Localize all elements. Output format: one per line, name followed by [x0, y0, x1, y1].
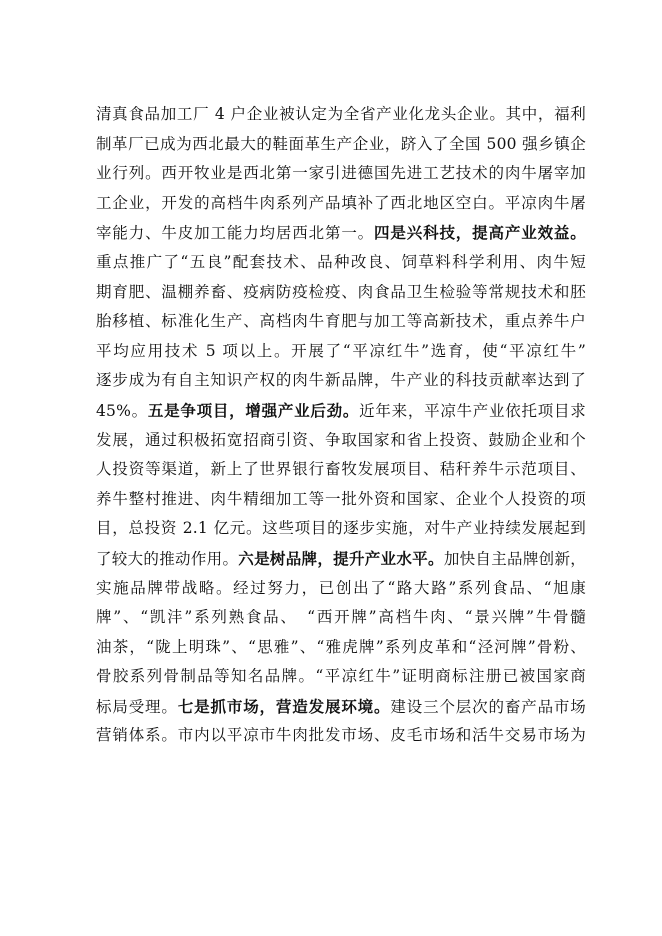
text-segment: 胎移植、标准化生产、高档肉牛育肥与加工等高新技术，重点养牛户 — [96, 312, 586, 331]
text-line — [96, 366, 586, 396]
text-segment: 实施品牌带战略。经过努力，已创出了“路大路”系列食品、“旭康 — [96, 578, 586, 597]
text-segment: 重点推广了“五良”配套技术、品种改良、饲草料科学利用、肉牛短 — [96, 252, 586, 271]
text-line — [96, 692, 586, 722]
text-segment: 45%。 — [96, 401, 148, 420]
text-segment: 宰能力、牛皮加工能力均居西北第一。 — [96, 224, 375, 243]
text-line — [96, 218, 586, 248]
text-segment: 加快自主品牌创新， — [443, 549, 586, 568]
text-line — [96, 100, 586, 130]
text-line — [96, 485, 586, 515]
text-segment: 期育肥、温棚养畜、疫病防疫检疫、肉食品卫生检验等常规技术和胚 — [96, 282, 586, 301]
text-line — [96, 159, 586, 189]
text-segment: 营销体系。市内以平凉市牛肉批发市场、皮毛市场和活牛交易市场为 — [96, 726, 586, 745]
text-segment: 平均应用技术 5 项以上。开展了“平凉红牛”选育，使“平凉红牛” — [96, 341, 586, 360]
text-segment: 牌”、“凯沣”系列熟食品、 “西开牌”高档牛肉、“景兴牌”牛骨髓 — [96, 608, 586, 627]
text-line — [96, 278, 586, 308]
text-line — [96, 307, 586, 337]
text-line — [96, 633, 586, 663]
text-line — [96, 248, 586, 278]
text-segment: 业行列。西开牧业是西北第一家引进德国先进工艺技术的肉牛屠宰加 — [96, 164, 586, 183]
text-line — [96, 514, 586, 544]
text-segment: 了较大的推动作用。 — [96, 549, 239, 568]
text-segment: 制革厂已成为西北最大的鞋面革生产企业，跻入了全国 500 强乡镇企 — [96, 134, 586, 153]
text-line — [96, 426, 586, 456]
text-line — [96, 544, 586, 574]
text-line — [96, 662, 586, 692]
text-segment: 逐步成为有自主知识产权的肉牛新品牌，牛产业的科技贡献率达到了 — [96, 371, 586, 390]
text-line — [96, 337, 586, 367]
text-segment: 工企业，开发的高档牛肉系列产品填补了西北地区空白。平凉肉牛屠 — [96, 193, 586, 212]
text-segment: 养牛整村推进、肉牛精细加工等一批外资和国家、企业个人投资的项 — [96, 489, 586, 508]
text-line — [96, 721, 586, 751]
text-line — [96, 455, 586, 485]
bold-heading-segment: 七是抓市场，营造发展环境。 — [177, 696, 391, 716]
text-line — [96, 130, 586, 160]
text-segment: 近年来，平凉牛产业依托项目求 — [359, 401, 586, 420]
text-segment: 清真食品加工厂 4 户企业被认定为全省产业化龙头企业。其中，福利 — [96, 105, 586, 123]
body-text — [96, 100, 586, 751]
text-line — [96, 603, 586, 633]
bold-heading-segment: 六是树品牌，提升产业水平。 — [238, 548, 444, 568]
text-segment: 骨胶系列骨制品等知名品牌。“平凉红牛”证明商标注册已被国家商 — [96, 667, 586, 686]
bold-heading-segment: 五是争项目，增强产业后劲。 — [147, 400, 360, 420]
text-line — [96, 574, 586, 604]
text-segment: 标局受理。 — [96, 697, 178, 716]
bold-heading-segment: 四是兴科技，提高产业效益。 — [374, 223, 586, 243]
text-segment: 建设三个层次的畜产品市场 — [390, 697, 586, 716]
text-segment: 人投资等渠道，新上了世界银行畜牧发展项目、秸秆养牛示范项目、 — [96, 460, 586, 479]
text-line — [96, 396, 586, 426]
text-segment: 油茶，“陇上明珠”、“思雅”、“雅虎牌”系列皮革和“泾河牌”骨粉、 — [96, 637, 586, 656]
text-line — [96, 189, 586, 219]
text-segment: 目，总投资 2.1 亿元。这些项目的逐步实施，对牛产业持续发展起到 — [96, 519, 586, 538]
text-segment: 发展，通过积极拓宽招商引资、争取国家和省上投资、鼓励企业和个 — [96, 430, 586, 449]
